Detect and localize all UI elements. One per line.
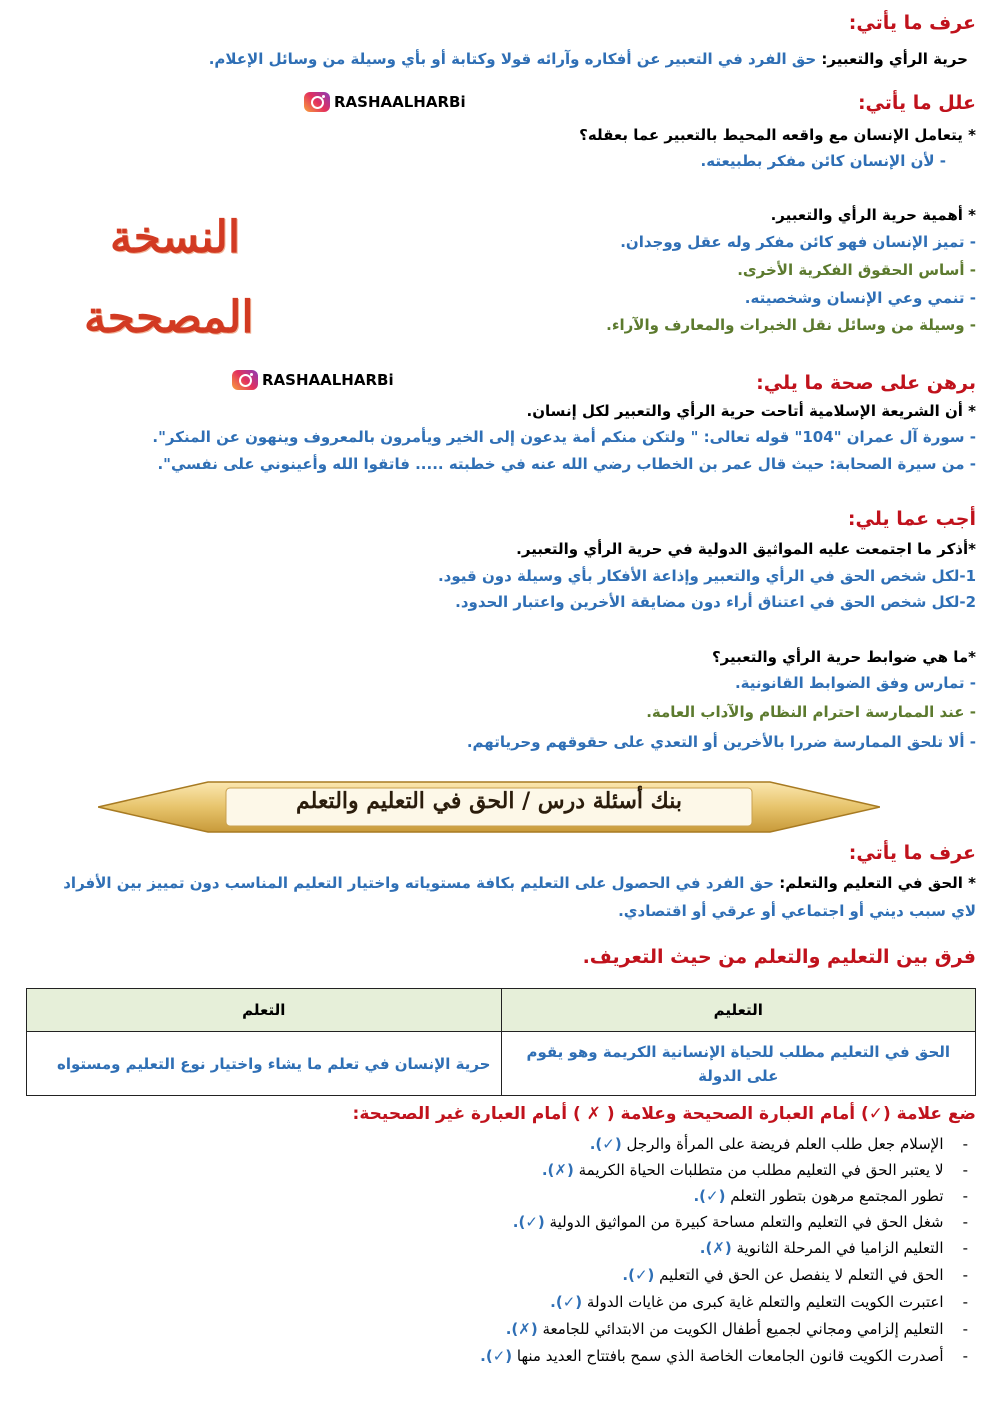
list-item: - شغل الحق في التعليم والتعلم مساحة كبيرة من المواثيق الدولية (✓). (512, 1213, 968, 1231)
justify-heading: علل ما يأتي: (857, 92, 976, 114)
importance-answer-1: - تميز الإنسان فهو كائن مفكر وله عقل ووجدان. (620, 233, 976, 251)
banner-title: بنك أسئلة درس / الحق في التعليم والتعلم (296, 788, 682, 814)
instagram-handle: RASHAALHARBi (262, 371, 394, 389)
list-item: - لا يعتبر الحق في التعليم مطلب من متطلبات الحياة الكريمة (✗). (541, 1161, 968, 1179)
list-item: - أصدرت الكويت قانون الجامعات الخاصة الذي سمح بافتتاح العديد منها (✓). (480, 1347, 968, 1365)
list-item: - اعتبرت الكويت التعليم والتعلم غاية كبرى من غايات الدولة (✓). (550, 1293, 968, 1311)
controls-answer-2: - عند الممارسة احترام النظام والآداب العامة. (646, 703, 976, 721)
importance-question: * أهمية حرية الرأي والتعبير. (770, 206, 976, 224)
comparison-table (26, 988, 976, 1096)
controls-answer-1: - تمارس وفق الضوابط القانونية. (734, 674, 976, 692)
list-item: - الإسلام جعل طلب العلم فريضة على المرأة والرجل (✓). (589, 1135, 968, 1153)
prove-heading: برهن على صحة ما يلي: (756, 372, 976, 394)
watermark-corrected-version-line1: النسخة (110, 212, 241, 263)
instagram-icon (232, 370, 258, 390)
term-definition: حق الفرد في الحصول على التعليم بكافة مستوياته واختيار التعليم المناسب دون تمييز بين الأفراد (63, 874, 774, 892)
learning-definition-cell: حرية الإنسان في تعلم ما يشاء واختيار نوع التعليم ومستواه (27, 1032, 502, 1096)
answer-heading: أجب عما يلي: (847, 508, 976, 530)
teaching-definition-cell: الحق في التعليم مطلب للحياة الإنسانية الكريمة وهو يقوم على الدولة (501, 1032, 976, 1096)
importance-answer-2: - أساس الحقوق الفكرية الأخرى. (737, 261, 976, 279)
controls-answer-3: - ألا تلحق الممارسة ضررا بالأخرين أو التعدي على حقوقهم وحرياتهم. (466, 733, 976, 751)
list-item: - تطور المجتمع مرهون بتطور التعلم (✓). (693, 1187, 968, 1205)
instagram-icon (304, 92, 330, 112)
define-heading-1: عرف ما يأتي: (848, 12, 976, 34)
prove-answer-1: - سورة آل عمران "104" قوله تعالى: " ولتكن منكم أمة يدعون إلى الخير ويأمرون بالمعروف وينهون عن المنكر". (152, 428, 976, 446)
instagram-tag-2 (232, 370, 394, 390)
importance-answer-3: - تنمي وعي الإنسان وشخصيته. (744, 289, 976, 307)
prove-answer-2: - من سيرة الصحابة: حيث قال عمر بن الخطاب رضي الله عنه في خطبته ..... فاتقوا الله وأعينوني على نفسي". (157, 455, 976, 473)
term-label: حرية الرأي والتعبير: (816, 50, 968, 68)
list-item: - الحق في التعلم لا ينفصل عن الحق في التعليم (✓). (622, 1266, 968, 1284)
term-label: * الحق في التعليم والتعلم: (773, 874, 976, 892)
justify-answer-1: - لأن الإنسان كائن مفكر بطبيعته. (700, 152, 946, 170)
importance-answer-4: - وسيلة من وسائل نقل الخبرات والمعارف والآراء. (606, 316, 976, 334)
definition-freedom-expression (209, 50, 968, 68)
mark-heading: ضع علامة (✓) أمام العبارة الصحيحة وعلامة ( ✗ ) أمام العبارة غير الصحيحة: (352, 1104, 976, 1124)
difference-heading: فرق بين التعليم والتعلم من حيث التعريف. (582, 946, 976, 968)
list-item: - التعليم الزاميا في المرحلة الثانوية (✗). (699, 1239, 968, 1257)
definition-continuation: لاي سبب ديني أو اجتماعي أو عرقي أو اقتصادي. (618, 902, 976, 920)
instagram-tag-1 (304, 92, 466, 112)
list-item: - التعليم إلزامي ومجاني لجميع أطفال الكويت من الابتدائي للجامعة (✗). (505, 1320, 968, 1338)
column-header-learning: التعلم (27, 989, 502, 1032)
definition-right-to-education (63, 874, 976, 892)
prove-question: * أن الشريعة الإسلامية أتاحت حرية الرأي والتعبير لكل إنسان. (526, 402, 976, 420)
covenants-question: *أذكر ما اجتمعت عليه المواثيق الدولية في حرية الرأي والتعبير. (516, 540, 976, 558)
justify-question-1: * يتعامل الإنسان مع واقعه المحيط بالتعبير عما بعقله؟ (579, 126, 976, 144)
covenants-answer-1: 1-لكل شخص الحق في الرأي والتعبير وإذاعة الأفكار بأي وسيلة دون قيود. (437, 567, 976, 585)
column-header-teaching: التعليم (501, 989, 976, 1032)
define-heading-2: عرف ما يأتي: (848, 842, 976, 864)
covenants-answer-2: 2-لكل شخص الحق في اعتناق أراء دون مضايقة الأخرين واعتبار الحدود. (455, 593, 976, 611)
term-definition: حق الفرد في التعبير عن أفكاره وآرائه قولا وكتابة أو بأي وسيلة من وسائل الإعلام. (208, 50, 817, 68)
watermark-corrected-version-line2: المصححة (84, 292, 254, 343)
instagram-handle: RASHAALHARBi (334, 93, 466, 111)
controls-question: *ما هي ضوابط حرية الرأي والتعبير؟ (711, 648, 976, 666)
